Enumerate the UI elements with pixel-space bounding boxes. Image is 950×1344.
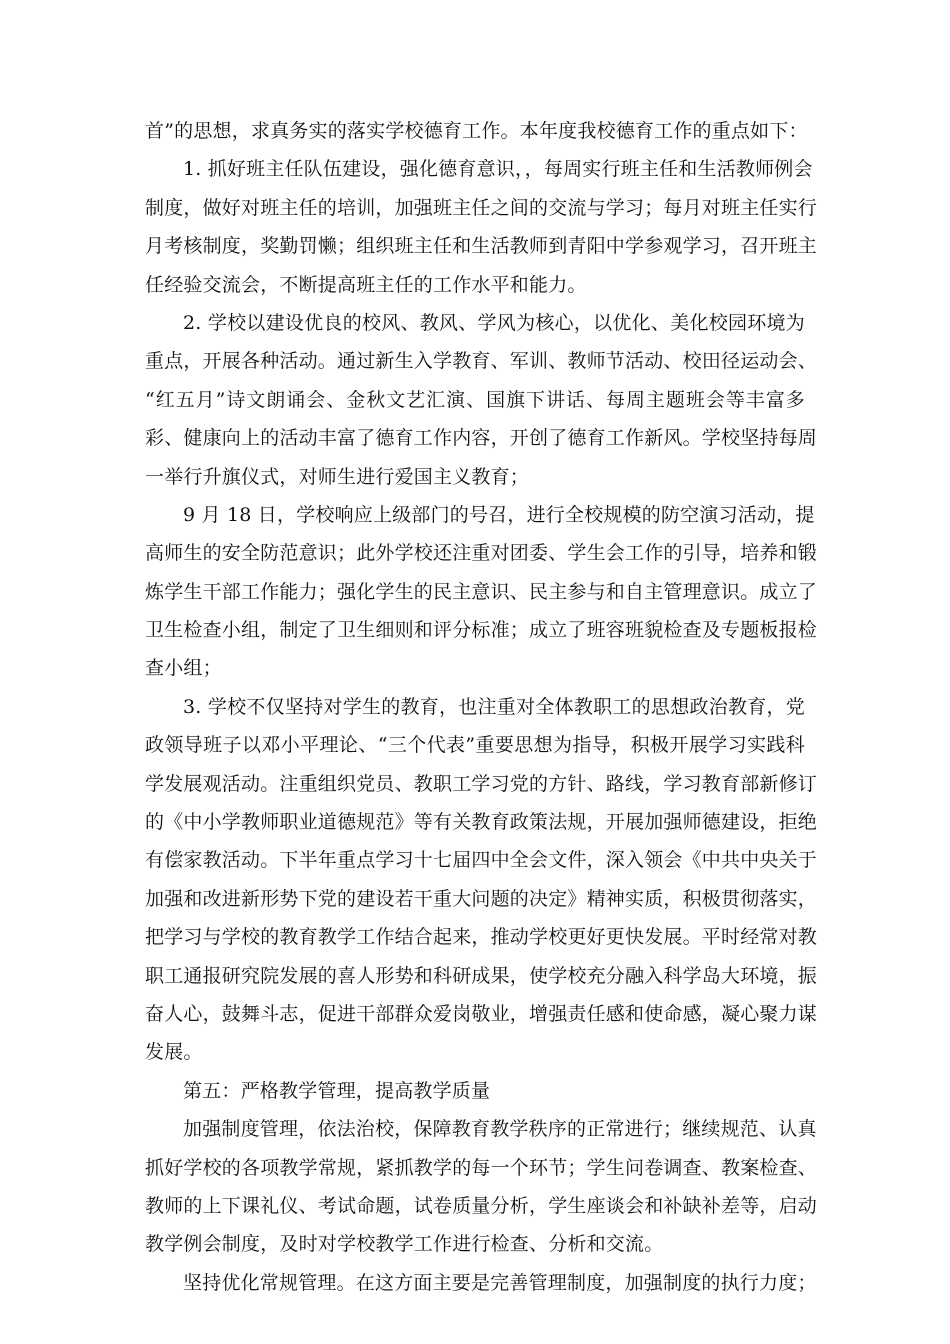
text-line: 职工通报研究院发展的喜人形势和科研成果，使学校充分融入科学岛大环境，振: [145, 964, 818, 987]
text-line: 政领导班子以邓小平理论、“三个代表”重要思想为指导，积极开展学习实践科: [145, 734, 805, 757]
text-line: 月考核制度，奖勤罚懒；组织班主任和生活教师到青阳中学参观学习，召开班主: [145, 235, 818, 258]
text-line: 把学习与学校的教育教学工作结合起来，推动学校更好更快发展。平时经常对教: [145, 926, 818, 949]
text-line: 2. 学校以建设优良的校风、教风、学风为核心，以优化、美化校园环境为: [183, 311, 805, 334]
text-line: 1. 抓好班主任队伍建设，强化德育意识，，每周实行班主任和生活教师例会: [183, 158, 813, 181]
text-line: 加强制度管理，依法治校，保障教育教学秩序的正常进行；继续规范、认真: [183, 1118, 817, 1141]
text-line: 制度，做好对班主任的培训，加强班主任之间的交流与学习；每月对班主任实行: [145, 196, 818, 219]
text-line: 第五：严格教学管理，提高教学质量: [183, 1079, 491, 1102]
text-line: 有偿家教活动。下半年重点学习十七届四中全会文件，深入领会《中共中央关于: [145, 849, 818, 872]
text-line: “红五月”诗文朗诵会、金秋文艺汇演、国旗下讲话、每周主题班会等丰富多: [145, 388, 805, 411]
text-line: 的《中小学教师职业道德规范》等有关教育政策法规，开展加强师德建设，拒绝: [145, 811, 818, 834]
text-line: 彩、健康向上的活动丰富了德育工作内容，开创了德育工作新风。学校坚持每周: [145, 427, 818, 450]
text-line: 加强和改进新形势下党的建设若干重大问题的决定》精神实质，积极贯彻落实，: [145, 887, 818, 910]
text-line: 发展。: [145, 1041, 203, 1064]
text-line: 一举行升旗仪式，对师生进行爱国主义教育；: [145, 465, 530, 488]
text-line: 奋人心，鼓舞斗志，促进干部群众爱岗敬业，增强责任感和使命感，凝心聚力谋: [145, 1002, 818, 1025]
text-line: 重点，开展各种活动。通过新生入学教育、军训、教师节活动、校田径运动会、: [145, 350, 818, 373]
text-line: 教学例会制度，及时对学校教学工作进行检查、分析和交流。: [145, 1233, 664, 1256]
text-line: 抓好学校的各项教学常规，紧抓教学的每一个环节；学生问卷调查、教案检查、: [145, 1156, 818, 1179]
text-line: 首”的思想，求真务实的落实学校德育工作。本年度我校德育工作的重点如下：: [145, 120, 808, 142]
text-line: 教师的上下课礼仪、考试命题，试卷质量分析，学生座谈会和补缺补差等，启动: [145, 1194, 818, 1217]
text-line: 任经验交流会，不断提高班主任的工作水平和能力。: [145, 273, 587, 296]
text-line: 炼学生干部工作能力；强化学生的民主意识、民主参与和自主管理意识。成立了: [145, 580, 818, 603]
text-line: 查小组；: [145, 657, 222, 680]
text-line: 3. 学校不仅坚持对学生的教育，也注重对全体教职工的思想政治教育，党: [183, 695, 805, 718]
text-line: 坚持优化常规管理。在这方面主要是完善管理制度，加强制度的执行力度；: [183, 1271, 817, 1294]
text-line: 高师生的安全防范意识；此外学校还注重对团委、学生会工作的引导，培养和锻: [145, 542, 818, 565]
text-line: 学发展观活动。注重组织党员、教职工学习党的方针、路线，学习教育部新修订: [145, 772, 818, 795]
document-body: [145, 112, 818, 1302]
text-line: 卫生检查小组，制定了卫生细则和评分标准；成立了班容班貌检查及专题板报检: [145, 619, 818, 642]
text-line: 9 月 18 日，学校响应上级部门的号召，进行全校规模的防空演习活动，提: [183, 503, 815, 526]
